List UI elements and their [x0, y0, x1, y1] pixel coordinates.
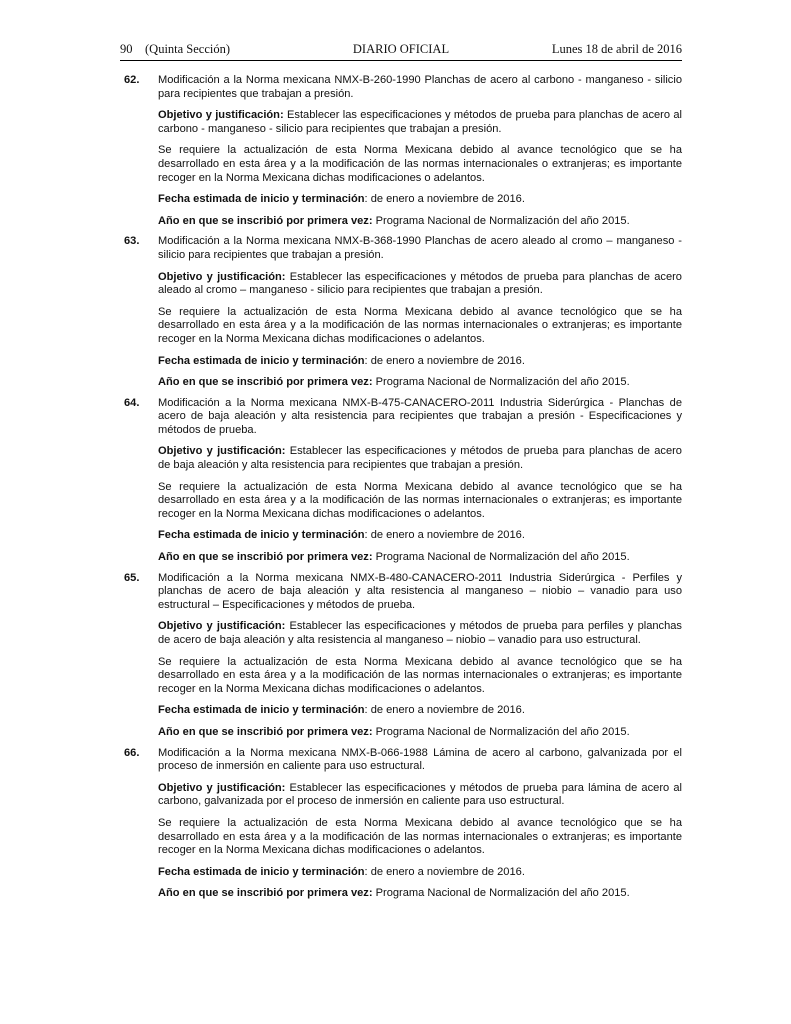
registration-label: Año en que se inscribió por primera vez:: [158, 214, 373, 227]
dates-label: Fecha estimada de inicio y terminación: [158, 193, 365, 206]
dates-text: : de enero a noviembre de 2016.: [364, 193, 525, 206]
registration-text: Programa Nacional de Normalización del año 2015.: [372, 551, 630, 564]
item-justification: Se requiere la actualización de esta Norma Mexicana debido al avance tecnológico que se ha desarrollado en esta área y a la modificación de las normas internacionales o extranjeras; es importante recoger en la Norma Mexicana dichas modificaciones o adelantos.: [158, 816, 682, 857]
dates-label: Fecha estimada de inicio y terminación: [158, 354, 365, 367]
item-justification: Se requiere la actualización de esta Norma Mexicana debido al avance tecnológico que se ha desarrollado en esta área y a la modificación de las normas internacionales o extranjeras; es importante recoger en la Norma Mexicana dichas modificaciones o adelantos.: [158, 305, 682, 345]
item-registration: [158, 551, 682, 565]
page-header: [120, 42, 682, 61]
item-title: Modificación a la Norma mexicana NMX-B-480-CANACERO-2011 Industria Siderúrgica - Perfiles y planchas de acero de baja aleación y alta resistencia al manganeso – niobio – vanadio para uso estructural – Especificaciones y métodos de prueba.: [158, 571, 682, 611]
item-number: 62.: [124, 74, 140, 86]
objective-label: Objetivo y justificación:: [158, 109, 284, 122]
dates-text: : de enero a noviembre de 2016.: [364, 354, 525, 367]
item-registration: [158, 376, 682, 390]
objective-label: Objetivo y justificación:: [158, 620, 286, 633]
item-number: 65.: [124, 571, 140, 584]
item-dates: [158, 529, 682, 543]
item-registration: [158, 215, 682, 229]
page-number: 90: [120, 42, 133, 56]
item-objective: [158, 109, 682, 136]
registration-label: Año en que se inscribió por primera vez:: [158, 887, 373, 900]
document-body: [120, 74, 682, 908]
registration-text: Programa Nacional de Normalización del año 2015.: [372, 376, 630, 389]
item-objective: [158, 445, 682, 472]
item-objective: [158, 782, 682, 809]
registration-text: Programa Nacional de Normalización del año 2015.: [372, 725, 630, 738]
item-dates: [158, 193, 682, 207]
list-item: [120, 74, 682, 228]
objective-text: Establecer las especificaciones y métodos de prueba para planchas de acero de baja aleación y alta resistencia para recipientes que trabajan a presión.: [158, 445, 682, 472]
objective-label: Objetivo y justificación:: [158, 781, 286, 794]
item-justification: Se requiere la actualización de esta Norma Mexicana debido al avance tecnológico que se ha desarrollado en esta área y a la modificación de las normas internacionales o extranjeras; es importante recoger en la Norma Mexicana dichas modificaciones o adelantos.: [158, 655, 682, 695]
item-objective: [158, 620, 682, 647]
publication-title: DIARIO OFICIAL: [352, 42, 450, 56]
registration-text: Programa Nacional de Normalización del año 2015.: [372, 887, 630, 900]
item-justification: Se requiere la actualización de esta Norma Mexicana debido al avance tecnológico que se ha desarrollado en esta área y a la modificación de las normas internacionales o extranjeras; es importante recoger en la Norma Mexicana dichas modificaciones o adelantos.: [158, 480, 682, 520]
item-number: 63.: [124, 235, 140, 248]
list-item: [120, 397, 682, 565]
item-dates: [158, 704, 682, 718]
dates-text: : de enero a noviembre de 2016.: [364, 704, 525, 717]
list-item: [120, 747, 682, 901]
objective-text: Establecer las especificaciones y métodos de prueba para planchas de acero al carbono - manganeso - silicio para recipientes que trabajan a presión.: [158, 109, 683, 135]
publication-date: Lunes 18 de abril de 2016: [551, 42, 682, 56]
dates-label: Fecha estimada de inicio y terminación: [158, 865, 365, 878]
item-number: 66.: [124, 746, 140, 759]
item-dates: [158, 866, 682, 880]
dates-text: : de enero a noviembre de 2016.: [364, 529, 525, 542]
objective-label: Objetivo y justificación:: [158, 270, 286, 283]
registration-label: Año en que se inscribió por primera vez:: [158, 551, 373, 564]
dates-label: Fecha estimada de inicio y terminación: [158, 529, 365, 542]
item-title: Modificación a la Norma mexicana NMX-B-260-1990 Planchas de acero al carbono - manganeso - silicio para recipientes que trabajan a presión.: [158, 74, 682, 100]
objective-text: Establecer las especificaciones y métodos de prueba para perfiles y planchas de acero de baja aleación y alta resistencia al manganeso – niobio – vanadio para uso estructural.: [158, 620, 682, 646]
list-item: [120, 572, 682, 740]
item-objective: [158, 271, 682, 298]
item-justification: Se requiere la actualización de esta Norma Mexicana debido al avance tecnológico que se ha desarrollado en esta área y a la modificación de las normas internacionales o extranjeras; es importante recoger en la Norma Mexicana dichas modificaciones o adelantos.: [158, 144, 682, 184]
registration-label: Año en que se inscribió por primera vez:: [158, 725, 373, 738]
objective-label: Objetivo y justificación:: [158, 445, 286, 458]
dates-text: : de enero a noviembre de 2016.: [364, 865, 525, 878]
item-title: Modificación a la Norma mexicana NMX-B-475-CANACERO-2011 Industria Siderúrgica - Planchas de acero de baja aleación y alta resistencia para recipientes que trabajan a presión - Especificaciones y métodos de prueba.: [158, 396, 682, 436]
dates-label: Fecha estimada de inicio y terminación: [158, 704, 365, 717]
item-registration: [158, 726, 682, 740]
list-item: [120, 235, 682, 389]
registration-label: Año en que se inscribió por primera vez:: [158, 376, 373, 389]
item-title: Modificación a la Norma mexicana NMX-B-368-1990 Planchas de acero aleado al cromo – manganeso - silicio para recipientes que trabajan a presión.: [158, 235, 682, 261]
item-dates: [158, 355, 682, 369]
registration-text: Programa Nacional de Normalización del año 2015.: [372, 214, 630, 227]
objective-text: Establecer las especificaciones y métodos de prueba para planchas de acero aleado al cromo – manganeso - silicio para recipientes que trabajan a presión.: [158, 270, 682, 297]
section-label: (Quinta Sección): [145, 42, 231, 56]
item-title: Modificación a la Norma mexicana NMX-B-066-1988 Lámina de acero al carbono, galvanizada por el proceso de inmersión en caliente para uso estructural.: [158, 746, 682, 773]
objective-text: Establecer las especificaciones y métodos de prueba para lámina de acero al carbono, galvanizada por el proceso de inmersión en caliente para uso estructural.: [158, 781, 682, 808]
item-registration: [158, 887, 682, 901]
item-number: 64.: [124, 396, 140, 409]
